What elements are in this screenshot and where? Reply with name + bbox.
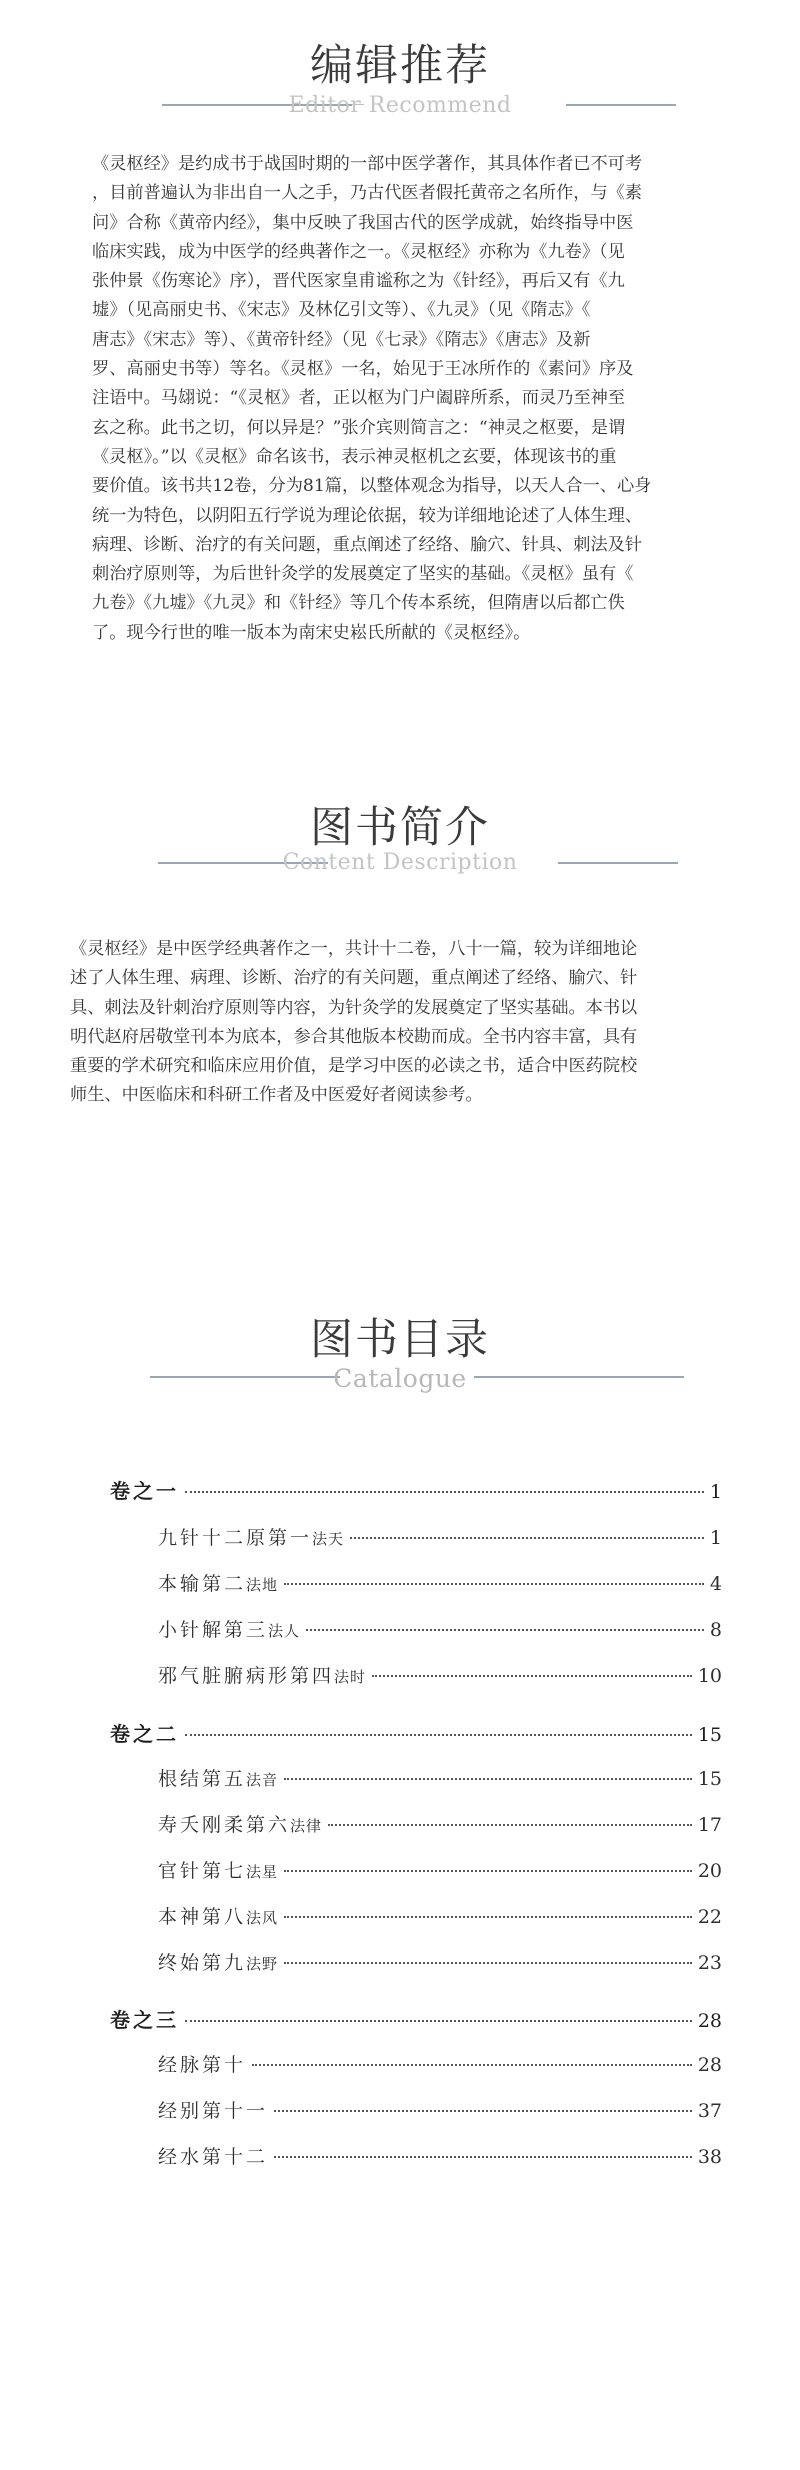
toc-leader-dots bbox=[372, 1674, 692, 1677]
toc-page-number: 38 bbox=[697, 2146, 722, 2168]
toc-chapter-subtitle: 法时 bbox=[334, 1668, 367, 1686]
catalogue-header bbox=[0, 1312, 800, 1402]
toc-chapter-subtitle: 法人 bbox=[268, 1622, 301, 1640]
text-line: ，目前普遍认为非出自一人之手，乃古代医者假托黄帝之名所作，与《素 bbox=[92, 183, 643, 204]
text-line: 刺治疗原则等，为后世针灸学的发展奠定了坚实的基础。《灵枢》虽有《 bbox=[92, 564, 634, 585]
text-line: 统一为特色，以阴阳五行学说为理论依据，较为详细地论述了人体生理、 bbox=[92, 505, 643, 526]
toc-page-number: 15 bbox=[697, 1724, 722, 1746]
editor-recommend-title: 编辑推荐 bbox=[310, 41, 490, 91]
toc-page-number: 28 bbox=[697, 2054, 722, 2076]
text-line: 《灵枢经》是中医学经典著作之一，共计十二卷，八十一篇，较为详细地论 bbox=[70, 939, 638, 959]
toc-chapter-4[interactable] bbox=[158, 1661, 722, 1691]
toc-leader-dots bbox=[284, 1869, 692, 1872]
toc-chapter-title: 终始第九 bbox=[158, 1952, 247, 1974]
toc-chapter-title: 根结第五 bbox=[158, 1768, 247, 1790]
toc-page-number: 15 bbox=[697, 1768, 722, 1790]
toc-chapter-title: 九针十二原第一 bbox=[158, 1527, 313, 1549]
toc-page-number: 22 bbox=[697, 1906, 722, 1928]
toc-leader-dots bbox=[284, 1915, 692, 1918]
toc-leader-dots bbox=[350, 1536, 704, 1539]
toc-chapter-title: 本输第二 bbox=[158, 1573, 247, 1595]
text-line: 九卷》《九墟》《九灵》和《针经》等几个传本系统，但隋唐以后都亡佚 bbox=[92, 593, 625, 614]
text-line: 罗、高丽史书等）等名。《灵枢》一名，始见于王冰所作的《素问》序及 bbox=[92, 359, 634, 380]
toc-chapter-7[interactable] bbox=[158, 1856, 722, 1886]
text-line: 注语中。马翃说：“《灵枢》者，正以枢为门户阖辟所系，而灵乃至神至 bbox=[92, 388, 626, 409]
toc-chapter-5[interactable] bbox=[158, 1764, 722, 1794]
toc-page-number: 23 bbox=[697, 1952, 722, 1974]
toc-leader-dots bbox=[306, 1628, 704, 1631]
text-line: 明代赵府居敬堂刊本为底本，参合其他版本校勘而成。全书内容丰富，具有 bbox=[70, 1026, 638, 1047]
toc-chapter-subtitle: 法天 bbox=[312, 1530, 345, 1548]
text-line: 重要的学术研究和临床应用价值，是学习中医的必读之书，适合中医药院校 bbox=[70, 1056, 638, 1077]
toc-volume-1[interactable] bbox=[110, 1475, 722, 1505]
toc-chapter-subtitle: 法风 bbox=[246, 1909, 279, 1927]
toc-chapter-title: 经水第十二 bbox=[158, 2146, 269, 2168]
editor-recommend-text bbox=[92, 150, 712, 648]
text-line: 临床实践，成为中医学的经典著作之一。《灵枢经》亦称为《九卷》（见 bbox=[92, 241, 625, 262]
toc-leader-dots bbox=[185, 2019, 692, 2022]
toc-chapter-title: 经别第十一 bbox=[158, 2100, 269, 2122]
toc-page-number: 28 bbox=[697, 2010, 722, 2032]
text-line: 墟》（见高丽史书、《宋志》及林亿引文等）、《九灵》（见《隋志》《 bbox=[92, 300, 591, 321]
toc-leader-dots bbox=[274, 2155, 692, 2158]
toc-chapter-subtitle: 法音 bbox=[246, 1771, 279, 1789]
content-description-subtitle: Content Description bbox=[282, 850, 518, 875]
toc-leader-dots bbox=[284, 1961, 692, 1964]
content-description-title: 图书简介 bbox=[310, 803, 490, 853]
toc-leader-dots bbox=[185, 1733, 692, 1736]
toc-leader-dots bbox=[284, 1582, 704, 1585]
toc-chapter-subtitle: 法律 bbox=[290, 1817, 323, 1835]
toc-chapter-subtitle: 法星 bbox=[246, 1863, 279, 1881]
toc-leader-dots bbox=[185, 1490, 704, 1493]
toc-page-number: 10 bbox=[697, 1665, 722, 1687]
text-line: 《灵枢经》是约成书于战国时期的一部中医学著作，其具体作者已不可考 bbox=[92, 154, 643, 174]
toc-chapter-subtitle: 法野 bbox=[246, 1955, 279, 1973]
toc-chapter-6[interactable] bbox=[158, 1810, 722, 1840]
text-line: 病理、诊断、治疗的有关问题，重点阐述了经络、腧穴、针具、刺法及针 bbox=[92, 534, 643, 555]
toc-leader-dots bbox=[284, 1777, 692, 1780]
toc-chapter-8[interactable] bbox=[158, 1902, 722, 1932]
toc-leader-dots bbox=[252, 2063, 692, 2066]
catalogue-subtitle: Catalogue bbox=[333, 1364, 467, 1393]
toc-volume-2[interactable] bbox=[110, 1718, 722, 1748]
toc-page-number: 17 bbox=[697, 1814, 722, 1836]
text-line: 玄之称。此书之切，何以异是？”张介宾则简言之：“神灵之枢要，是谓 bbox=[92, 417, 626, 438]
toc-chapter-11[interactable] bbox=[158, 2096, 722, 2126]
catalogue-title: 图书目录 bbox=[310, 1315, 490, 1365]
text-line: 了。现今行世的唯一版本为南宋史崧氏所献的《灵枢经》。 bbox=[92, 622, 531, 643]
toc-page-number: 37 bbox=[697, 2100, 722, 2122]
toc-volume-3[interactable] bbox=[110, 2004, 722, 2034]
toc-leader-dots bbox=[328, 1823, 692, 1826]
toc-chapter-title: 经脉第十 bbox=[158, 2054, 247, 2076]
text-line: 师生、中医临床和科研工作者及中医爱好者阅读参考。 bbox=[70, 1085, 483, 1106]
editor-recommend-header bbox=[0, 38, 800, 128]
content-description-header bbox=[0, 800, 800, 890]
text-line: 具、刺法及针刺治疗原则等内容，为针灸学的发展奠定了坚实基础。本书以 bbox=[70, 997, 638, 1018]
toc-volume-label: 卷之三 bbox=[110, 2008, 179, 2032]
toc-chapter-3[interactable] bbox=[158, 1615, 722, 1645]
text-line: 《灵枢》。”以《灵枢》命名该书，表示神灵枢机之玄要，体现该书的重 bbox=[92, 446, 617, 467]
toc-page-number: 20 bbox=[697, 1860, 722, 1882]
toc-chapter-12[interactable] bbox=[158, 2142, 722, 2172]
toc-chapter-9[interactable] bbox=[158, 1948, 722, 1978]
text-line: 唐志》《宋志》等）、《黄帝针经》（见《七录》《隋志》《唐志》及新 bbox=[92, 329, 591, 350]
toc-page-number: 8 bbox=[709, 1619, 722, 1641]
toc-chapter-title: 小针解第三 bbox=[158, 1619, 269, 1641]
editor-recommend-subtitle: Editor Recommend bbox=[288, 93, 512, 118]
text-line: 要价值。该书共12卷，分为81篇，以整体观念为指导，以天人合一、心身 bbox=[92, 476, 652, 497]
toc-chapter-10[interactable] bbox=[158, 2050, 722, 2080]
toc-page-number: 4 bbox=[709, 1573, 722, 1595]
toc-page-number: 1 bbox=[709, 1527, 722, 1549]
toc-chapter-title: 寿夭刚柔第六 bbox=[158, 1814, 291, 1836]
toc-page-number: 1 bbox=[709, 1481, 722, 1503]
toc-chapter-title: 邪气脏腑病形第四 bbox=[158, 1665, 335, 1687]
toc-chapter-1[interactable] bbox=[158, 1523, 722, 1553]
toc-chapter-title: 本神第八 bbox=[158, 1906, 247, 1928]
text-line: 张仲景《伤寒论》序），晋代医家皇甫谧称之为《针经》，再后又有《九 bbox=[92, 271, 625, 292]
content-description-text bbox=[70, 935, 710, 1111]
toc-chapter-2[interactable] bbox=[158, 1569, 722, 1599]
toc-chapter-title: 官针第七 bbox=[158, 1860, 247, 1882]
toc-leader-dots bbox=[274, 2109, 692, 2112]
toc-chapter-subtitle: 法地 bbox=[246, 1576, 279, 1594]
toc-volume-label: 卷之一 bbox=[110, 1479, 179, 1503]
text-line: 述了人体生理、病理、诊断、治疗的有关问题，重点阐述了经络、腧穴、针 bbox=[70, 968, 638, 989]
text-line: 问》合称《黄帝内经》，集中反映了我国古代的医学成就，始终指导中医 bbox=[92, 212, 634, 233]
toc-volume-label: 卷之二 bbox=[110, 1722, 179, 1746]
